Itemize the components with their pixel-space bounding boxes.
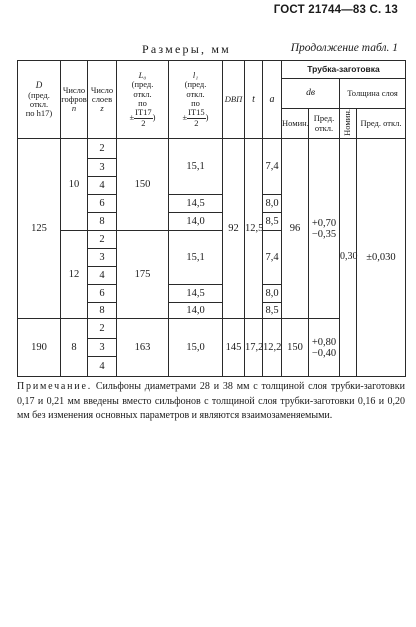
cell-l1: 14,5 xyxy=(169,195,223,213)
cell-a-122: 12,2 xyxy=(263,319,282,377)
cell-a: 8,5 xyxy=(263,303,282,319)
cell-z: 3 xyxy=(88,249,117,267)
cell-l0-163: 163 xyxy=(117,319,169,377)
page-header: ГОСТ 21744—83 С. 13 xyxy=(273,4,398,16)
cell-dv-150: 150 xyxy=(282,319,309,377)
cell-dvp-92: 92 xyxy=(223,139,245,319)
cell-z: 2 xyxy=(88,139,117,159)
cell-z: 3 xyxy=(88,339,117,357)
parameters-table xyxy=(17,60,406,377)
cell-l1: 15,1 xyxy=(169,231,223,285)
cell-a: 8,5 xyxy=(263,213,282,231)
cell-z: 4 xyxy=(88,357,117,377)
cell-z: 6 xyxy=(88,195,117,213)
cell-a: 8,0 xyxy=(263,285,282,303)
cell-t-125: 12,5 xyxy=(245,139,263,319)
cell-a: 8,0 xyxy=(263,195,282,213)
col-head-dv: dв xyxy=(282,79,340,109)
col-head-dvp: DВП xyxy=(223,61,245,139)
cell-dv-dev: +0,70 −0,35 xyxy=(309,139,340,319)
cell-l1: 14,5 xyxy=(169,285,223,303)
cell-l1: 14,0 xyxy=(169,303,223,319)
col-head-z: Число слоев z xyxy=(88,61,117,139)
cell-z: 2 xyxy=(88,319,117,339)
col-head-t: t xyxy=(245,61,263,139)
cell-n-12: 12 xyxy=(61,231,88,319)
col-head-l0: L₀ (пред. откл. по ± $\frac{IT17}{2}$ ) xyxy=(117,61,169,139)
cell-d-190: 190 xyxy=(18,319,61,377)
cell-z: 3 xyxy=(88,159,117,177)
cell-l0-175: 175 xyxy=(117,231,169,319)
cell-t-172: 17,2 xyxy=(245,319,263,377)
cell-thick-nom: 0,30 xyxy=(340,139,357,377)
col-head-d: D (пред. откл. по h17) xyxy=(18,61,61,139)
continuation-caption: Продолжение табл. 1 xyxy=(290,42,398,54)
cell-dv-dev-190: +0,80 −0,40 xyxy=(309,319,340,377)
cell-l0-150: 150 xyxy=(117,139,169,231)
cell-l1: 14,0 xyxy=(169,213,223,231)
col-head-thickness: Толщина слоя xyxy=(340,79,406,109)
cell-dvp-145: 145 xyxy=(223,319,245,377)
cell-d-125: 125 xyxy=(18,139,61,319)
cell-n-8: 8 xyxy=(61,319,88,377)
col-head-n: Число гофров n xyxy=(61,61,88,139)
cell-z: 6 xyxy=(88,285,117,303)
cell-z: 4 xyxy=(88,177,117,195)
cell-z: 4 xyxy=(88,267,117,285)
cell-z: 2 xyxy=(88,231,117,249)
sizes-caption: Размеры, мм xyxy=(142,42,231,56)
col-head-thick-nom: Номин. xyxy=(340,109,357,139)
col-head-dv-nom: Номин. xyxy=(282,109,309,139)
col-head-thick-dev: Пред. откл. xyxy=(357,109,406,139)
cell-a: 7,4 xyxy=(263,231,282,285)
col-head-tube: Трубка-заготовка xyxy=(282,61,406,79)
col-head-l1: l₁ (пред. откл. по ± $\frac{IT15}{2}$ ) xyxy=(169,61,223,139)
footnote-text: Сильфоны диаметрами 28 и 38 мм с толщиной слоя трубки-заготовки 0,17 и 0,21 мм введены вместо сильфонов с толщиной слоя трубки-заготовки 0,16 и 0,20 мм без изменения основных параметров и являются взаимозаменяемыми. xyxy=(17,381,405,421)
footnote-label: Примечание. xyxy=(17,381,93,392)
cell-l1: 15,1 xyxy=(169,139,223,195)
cell-thick-dev: ±0,030 xyxy=(357,139,406,377)
cell-l1-150: 15,0 xyxy=(169,319,223,377)
col-head-dv-dev: Пред. откл. xyxy=(309,109,340,139)
cell-z: 8 xyxy=(88,213,117,231)
cell-z: 8 xyxy=(88,303,117,319)
cell-a: 7,4 xyxy=(263,139,282,195)
cell-n-10: 10 xyxy=(61,139,88,231)
col-head-a: a xyxy=(263,61,282,139)
footnote xyxy=(17,380,405,424)
cell-dv-96: 96 xyxy=(282,139,309,319)
